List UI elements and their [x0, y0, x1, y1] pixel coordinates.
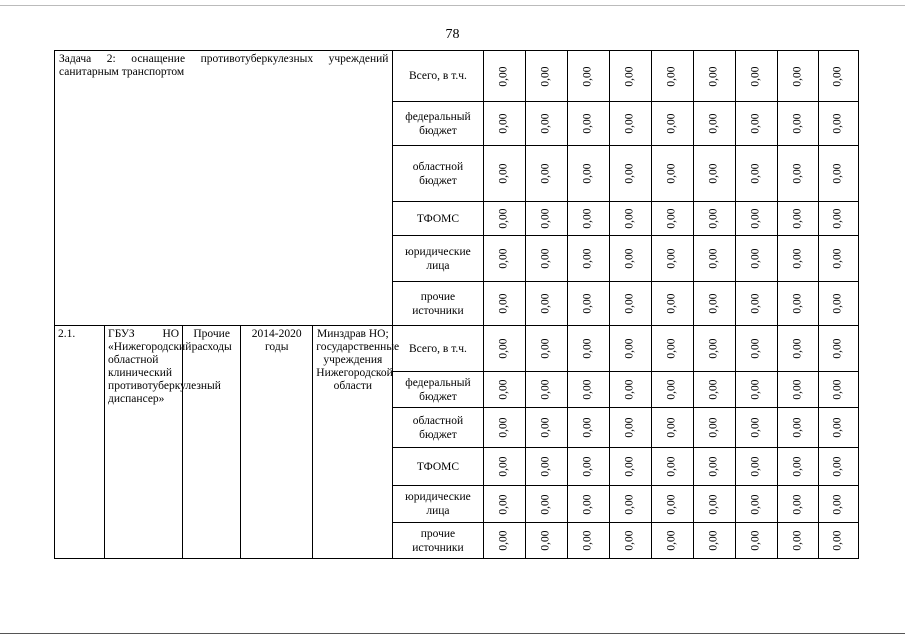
value-text: 0,00 — [581, 65, 594, 87]
value-cell — [651, 202, 693, 236]
value-text: 0,00 — [665, 248, 678, 269]
value-cell — [483, 326, 525, 372]
value-text: 0,00 — [707, 113, 720, 134]
value-cell — [777, 372, 818, 408]
value-cell — [651, 486, 693, 523]
value-text: 0,00 — [791, 417, 804, 438]
value-text: 0,00 — [831, 113, 844, 134]
value-cell — [525, 51, 567, 102]
value-text: 0,00 — [665, 293, 678, 314]
value-cell — [693, 523, 735, 559]
value-cell — [651, 372, 693, 408]
value-text: 0,00 — [791, 379, 804, 400]
value-text: 0,00 — [665, 456, 678, 477]
value-text: 0,00 — [791, 248, 804, 269]
value-text: 0,00 — [539, 65, 552, 87]
value-cell — [735, 102, 777, 146]
funding-source-cell: федеральный бюджет — [393, 372, 483, 408]
funding-source-cell: федеральный бюджет — [393, 102, 483, 146]
value-text: 0,00 — [749, 530, 762, 551]
value-text: 0,00 — [665, 65, 678, 87]
value-cell — [818, 236, 858, 282]
value-cell — [567, 146, 609, 202]
item-expense-type: Прочие расходы — [183, 326, 241, 559]
value-text: 0,00 — [623, 293, 636, 314]
value-text: 0,00 — [749, 456, 762, 477]
funding-source-cell: областной бюджет — [393, 408, 483, 448]
value-text: 0,00 — [539, 208, 552, 229]
value-text: 0,00 — [707, 456, 720, 477]
value-cell — [567, 202, 609, 236]
value-text: 0,00 — [707, 248, 720, 269]
value-cell — [609, 146, 651, 202]
value-text: 0,00 — [791, 293, 804, 314]
value-text: 0,00 — [791, 113, 804, 134]
value-text: 0,00 — [665, 338, 678, 359]
value-text: 0,00 — [831, 65, 844, 87]
value-cell — [777, 202, 818, 236]
funding-source-cell: прочие источники — [393, 523, 483, 559]
value-text: 0,00 — [831, 456, 844, 477]
value-cell — [735, 146, 777, 202]
value-cell — [525, 236, 567, 282]
value-text: 0,00 — [539, 379, 552, 400]
value-text: 0,00 — [665, 530, 678, 551]
value-cell — [567, 326, 609, 372]
value-text: 0,00 — [791, 65, 804, 87]
value-text: 0,00 — [581, 113, 594, 134]
value-text: 0,00 — [749, 417, 762, 438]
value-text: 0,00 — [623, 456, 636, 477]
value-text: 0,00 — [831, 293, 844, 314]
value-cell — [777, 408, 818, 448]
value-cell — [818, 523, 858, 559]
value-cell — [735, 372, 777, 408]
value-cell — [525, 486, 567, 523]
value-cell — [777, 102, 818, 146]
value-cell — [525, 202, 567, 236]
value-cell — [693, 326, 735, 372]
funding-source-cell: прочие источники — [393, 282, 483, 326]
value-cell — [525, 102, 567, 146]
value-text: 0,00 — [497, 113, 510, 134]
value-text: 0,00 — [707, 493, 720, 515]
value-text: 0,00 — [581, 379, 594, 400]
value-text: 0,00 — [497, 208, 510, 229]
value-cell — [651, 236, 693, 282]
value-text: 0,00 — [749, 338, 762, 359]
value-text: 0,00 — [539, 113, 552, 134]
task-title: Задача 2: оснащение противотуберкулезных учреждений санитарным транспортом — [55, 51, 393, 326]
value-text: 0,00 — [497, 456, 510, 477]
value-cell — [818, 282, 858, 326]
value-cell — [609, 102, 651, 146]
value-cell — [525, 326, 567, 372]
value-text: 0,00 — [707, 379, 720, 400]
page-number: 78 — [445, 27, 460, 42]
funding-source-cell: юридические лица — [393, 486, 483, 523]
value-cell — [609, 486, 651, 523]
value-text: 0,00 — [539, 456, 552, 477]
value-text: 0,00 — [497, 65, 510, 87]
value-text: 0,00 — [539, 248, 552, 269]
value-cell — [693, 102, 735, 146]
value-text: 0,00 — [707, 417, 720, 438]
value-text: 0,00 — [707, 338, 720, 359]
value-text: 0,00 — [707, 293, 720, 314]
value-cell — [525, 372, 567, 408]
value-text: 0,00 — [665, 113, 678, 134]
value-text: 0,00 — [749, 163, 762, 184]
value-cell — [483, 523, 525, 559]
value-text: 0,00 — [831, 493, 844, 515]
value-text: 0,00 — [539, 417, 552, 438]
value-text: 0,00 — [581, 293, 594, 314]
value-cell — [777, 486, 818, 523]
value-text: 0,00 — [623, 248, 636, 269]
funding-source-cell: ТФОМС — [393, 202, 483, 236]
value-text: 0,00 — [497, 248, 510, 269]
value-text: 0,00 — [707, 163, 720, 184]
value-cell — [651, 523, 693, 559]
value-cell — [483, 282, 525, 326]
value-cell — [567, 372, 609, 408]
value-cell — [651, 102, 693, 146]
value-cell — [567, 448, 609, 486]
value-cell — [693, 448, 735, 486]
value-cell — [777, 51, 818, 102]
value-cell — [567, 236, 609, 282]
value-cell — [651, 282, 693, 326]
value-text: 0,00 — [831, 208, 844, 229]
value-text: 0,00 — [831, 379, 844, 400]
value-text: 0,00 — [581, 417, 594, 438]
value-text: 0,00 — [581, 163, 594, 184]
value-cell — [609, 408, 651, 448]
value-cell — [567, 51, 609, 102]
value-text: 0,00 — [831, 530, 844, 551]
value-text: 0,00 — [623, 65, 636, 87]
value-cell — [609, 448, 651, 486]
value-text: 0,00 — [665, 208, 678, 229]
value-cell — [525, 146, 567, 202]
value-cell — [483, 146, 525, 202]
value-cell — [609, 326, 651, 372]
value-cell — [735, 236, 777, 282]
value-cell — [483, 236, 525, 282]
value-text: 0,00 — [623, 379, 636, 400]
value-text: 0,00 — [791, 338, 804, 359]
value-cell — [735, 408, 777, 448]
table-row — [55, 326, 859, 372]
value-cell — [735, 448, 777, 486]
value-text: 0,00 — [749, 208, 762, 229]
funding-source-cell: Всего, в т.ч. — [393, 51, 483, 102]
value-text: 0,00 — [539, 338, 552, 359]
value-text: 0,00 — [539, 293, 552, 314]
value-text: 0,00 — [497, 530, 510, 551]
value-cell — [483, 448, 525, 486]
value-text: 0,00 — [791, 456, 804, 477]
value-text: 0,00 — [623, 417, 636, 438]
value-text: 0,00 — [791, 530, 804, 551]
value-cell — [567, 523, 609, 559]
value-cell — [609, 51, 651, 102]
value-text: 0,00 — [831, 163, 844, 184]
value-text: 0,00 — [581, 493, 594, 515]
value-cell — [818, 51, 858, 102]
value-cell — [777, 448, 818, 486]
value-text: 0,00 — [497, 338, 510, 359]
value-text: 0,00 — [539, 163, 552, 184]
value-text: 0,00 — [831, 338, 844, 359]
value-text: 0,00 — [831, 248, 844, 269]
value-text: 0,00 — [707, 65, 720, 87]
value-text: 0,00 — [623, 163, 636, 184]
value-cell — [818, 408, 858, 448]
value-cell — [693, 408, 735, 448]
value-cell — [693, 282, 735, 326]
value-text: 0,00 — [749, 379, 762, 400]
value-text: 0,00 — [623, 208, 636, 229]
value-text: 0,00 — [707, 208, 720, 229]
value-text: 0,00 — [749, 293, 762, 314]
value-text: 0,00 — [665, 417, 678, 438]
value-text: 0,00 — [665, 163, 678, 184]
value-text: 0,00 — [581, 338, 594, 359]
value-cell — [483, 486, 525, 523]
value-cell — [818, 448, 858, 486]
value-cell — [651, 448, 693, 486]
value-cell — [483, 51, 525, 102]
value-text: 0,00 — [791, 493, 804, 515]
value-cell — [525, 282, 567, 326]
value-cell — [818, 102, 858, 146]
value-cell — [483, 372, 525, 408]
value-text: 0,00 — [749, 65, 762, 87]
funding-source-cell: юридические лица — [393, 236, 483, 282]
funding-source-cell: Всего, в т.ч. — [393, 326, 483, 372]
value-cell — [693, 236, 735, 282]
value-text: 0,00 — [497, 293, 510, 314]
value-cell — [735, 282, 777, 326]
value-cell — [525, 523, 567, 559]
value-text: 0,00 — [623, 338, 636, 359]
value-text: 0,00 — [791, 208, 804, 229]
value-text: 0,00 — [749, 113, 762, 134]
value-text: 0,00 — [497, 417, 510, 438]
value-cell — [567, 486, 609, 523]
value-cell — [777, 282, 818, 326]
value-cell — [818, 372, 858, 408]
value-cell — [483, 102, 525, 146]
table-row — [55, 51, 859, 102]
value-cell — [818, 486, 858, 523]
funding-source-cell: ТФОМС — [393, 448, 483, 486]
value-text: 0,00 — [791, 163, 804, 184]
value-cell — [735, 523, 777, 559]
value-cell — [818, 202, 858, 236]
value-cell — [777, 523, 818, 559]
value-cell — [777, 326, 818, 372]
item-executor: ГБУЗ НО «Нижегородский областной клинический противотуберкулезный диспансер» — [105, 326, 183, 559]
value-cell — [567, 282, 609, 326]
task-section — [55, 51, 859, 326]
value-text: 0,00 — [497, 379, 510, 400]
value-text: 0,00 — [623, 493, 636, 515]
value-cell — [651, 408, 693, 448]
value-text: 0,00 — [623, 113, 636, 134]
value-cell — [651, 146, 693, 202]
value-cell — [651, 326, 693, 372]
value-cell — [525, 408, 567, 448]
value-text: 0,00 — [665, 379, 678, 400]
value-cell — [609, 282, 651, 326]
value-text: 0,00 — [581, 248, 594, 269]
value-cell — [609, 523, 651, 559]
funding-source-cell: областной бюджет — [393, 146, 483, 202]
value-cell — [735, 202, 777, 236]
bottom-edge-line — [0, 633, 905, 634]
budget-table — [54, 50, 859, 559]
value-cell — [609, 236, 651, 282]
value-cell — [777, 146, 818, 202]
item-period: 2014-2020 годы — [241, 326, 313, 559]
value-cell — [818, 326, 858, 372]
value-cell — [735, 486, 777, 523]
value-text: 0,00 — [623, 530, 636, 551]
value-text: 0,00 — [581, 456, 594, 477]
value-text: 0,00 — [831, 417, 844, 438]
value-cell — [483, 202, 525, 236]
value-cell — [651, 51, 693, 102]
value-text: 0,00 — [539, 493, 552, 515]
value-cell — [693, 146, 735, 202]
value-cell — [525, 448, 567, 486]
value-cell — [818, 146, 858, 202]
value-cell — [777, 236, 818, 282]
value-cell — [609, 202, 651, 236]
item-customer: Минздрав НО; государственные учреждения Нижегородской области — [313, 326, 393, 559]
value-text: 0,00 — [749, 248, 762, 269]
value-cell — [693, 486, 735, 523]
value-text: 0,00 — [707, 530, 720, 551]
value-cell — [693, 202, 735, 236]
item-number: 2.1. — [55, 326, 105, 559]
value-text: 0,00 — [497, 163, 510, 184]
value-text: 0,00 — [665, 493, 678, 515]
value-text: 0,00 — [581, 530, 594, 551]
value-text: 0,00 — [497, 493, 510, 515]
value-text: 0,00 — [539, 530, 552, 551]
value-cell — [735, 51, 777, 102]
top-edge-line — [0, 5, 905, 6]
value-text: 0,00 — [749, 493, 762, 515]
value-cell — [567, 102, 609, 146]
value-cell — [567, 408, 609, 448]
value-text: 0,00 — [581, 208, 594, 229]
value-cell — [483, 408, 525, 448]
value-cell — [609, 372, 651, 408]
value-cell — [693, 51, 735, 102]
value-cell — [693, 372, 735, 408]
value-cell — [735, 326, 777, 372]
item-section — [55, 326, 859, 559]
